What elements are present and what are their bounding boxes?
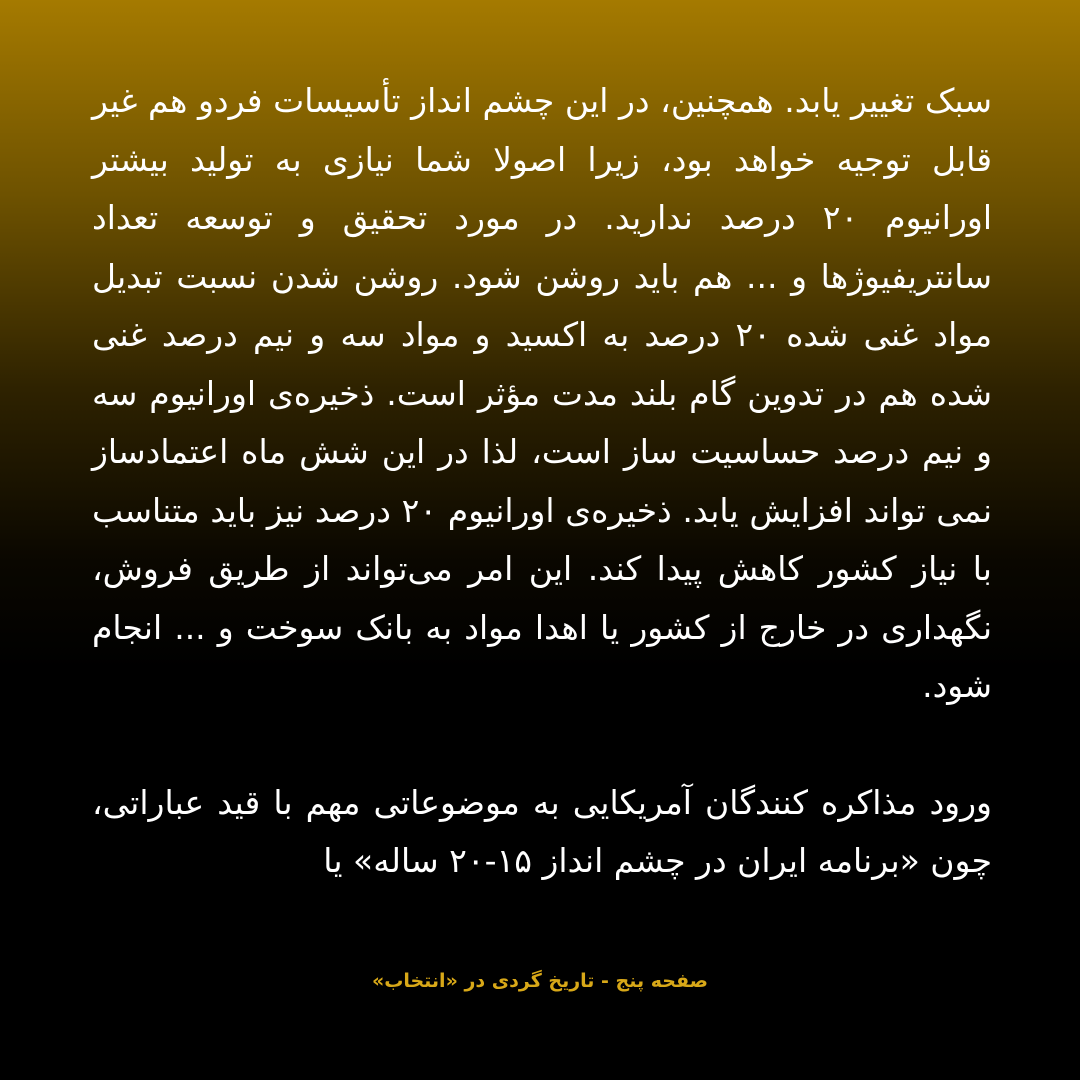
- page-footer: صفحه پنج - تاریخ گردی در «انتخاب»: [371, 970, 709, 992]
- article-paragraph-1: سبک تغییر یابد. همچنین، در این چشم انداز تأسیسات فردو هم غیر قابل توجیه خواهد بود، زیرا اصولا شما نیازی به تولید بیشتر اورانیوم ۲۰ درصد ندارید. در مورد تحقیق و توسعه تعداد سانتریفیوژها و ... هم باید روشن شود. روشن شدن نسبت تبدیل مواد غنی شده ۲۰ درصد به اکسید و مواد سه و نیم درصد غنی شده هم در تدوین گام بلند مدت مؤثر است. ذخیره‌ی اورانیوم سه و نیم درصد حساسیت ساز است، لذا در این شش ماه اعتمادساز نمی تواند افزایش یابد. ذخیره‌ی اورانیوم ۲۰ درصد نیز باید متناسب با نیاز کشور کاهش پیدا کند. این امر می‌تواند از طریق فروش، نگهداری در خارج از کشور یا اهدا مواد به بانک سوخت و ... انجام شود.: [92, 81, 993, 705]
- article-paragraph-2: ورود مذاکره کنندگان آمریکایی به موضوعاتی مهم با قید عباراتی، چون «برنامه ایران در چشم انداز ۱۵-۲۰ ساله» یا: [92, 782, 992, 880]
- article-body: [92, 72, 992, 891]
